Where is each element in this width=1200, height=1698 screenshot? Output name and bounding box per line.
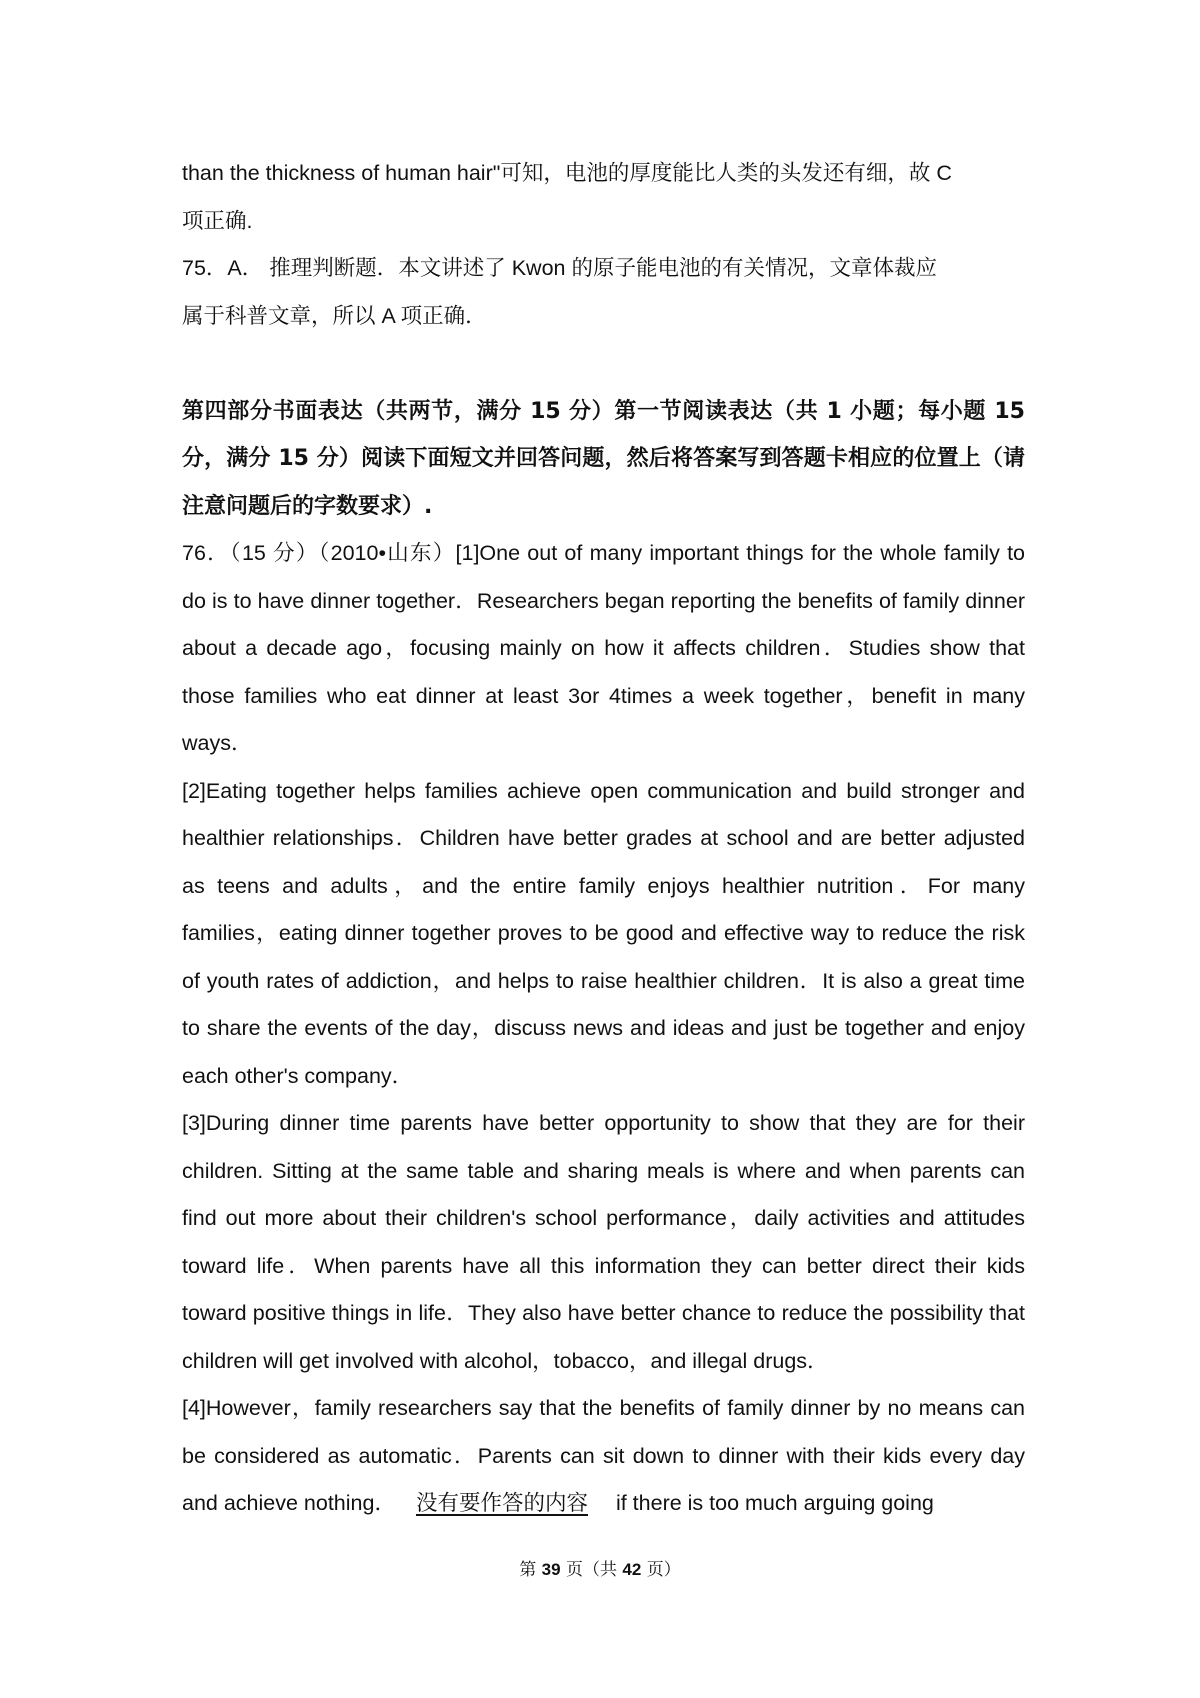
q76-paragraph-4: [182, 1385, 1025, 1528]
section-gap: [182, 340, 1025, 388]
q75-line-2: 属于科普文章，所以 A 项正确．: [182, 303, 487, 328]
section-4-heading: 第四部分书面表达（共两节，满分 15 分）第一节阅读表达（共 1 小题；每小题 15 分，满分 15 分）阅读下面短文并回答问题，然后将答案写到答题卡相应的位置上（请注意问题后的字数要求）.: [182, 398, 1025, 519]
footer-total-pages: 42: [622, 1560, 642, 1579]
q76-paragraph-2: [2]Eating together helps families achieve open communication and build stronger and healthier relationships．Children have better grades at school and are better adjusted as teens and adults，and the entire family enjoys healthier nutrition．For many families，eating dinner together proves to be good and effective way to reduce the risk of youth rates of addiction，and helps to raise healthier children．It is also a great time to share the events of the day，discuss news and ideas and just be together and enjoy each other's company．: [182, 778, 1025, 1088]
q75-line-1: 75．A． 推理判断题．本文讲述了 Kwon 的原子能电池的有关情况，文章体裁应: [182, 256, 937, 280]
document-body: [182, 150, 1025, 1528]
q74-line-2: 项正确.: [182, 208, 253, 233]
footer-page-number: 39: [541, 1560, 561, 1579]
footer-middle: 页（共: [566, 1560, 617, 1580]
q76-p4-before: [4]However，family researchers say that the benefits of family dinner by no means can be considered as automatic．Parents can sit down to dinner with their kids every day and achieve nothing．: [182, 1396, 1025, 1515]
q76-p1-text: [1]One out of many important things for the whole family to do is to have dinner together．Researchers began reporting the benefits of family dinner about a decade ago，focusing mainly on how it affects children．Studies show that those families who eat dinner at least 3or 4times a week together，benefit in many ways．: [182, 541, 1025, 755]
q76-paragraph-3: [3]During dinner time parents have better opportunity to show that they are for their children. Sitting at the same table and sharing meals is where and when parents can find out more about their children's school performance，daily activities and attitudes toward life．When parents have all this information they can better direct their kids toward positive things in life．They also have better chance to reduce the possibility that children will get involved with alcohol，tobacco，and illegal drugs．: [182, 1111, 1025, 1373]
footer-suffix: 页）: [646, 1560, 681, 1580]
q76-intro: 76．（15 分）（2010•山东）: [182, 541, 456, 565]
q76-p4-after: if there is too much arguing going: [609, 1491, 934, 1515]
q74-explanation-continuation: [182, 150, 1025, 245]
q76-paragraph-1: [182, 530, 1025, 768]
answer-blank: 没有要作答的内容: [415, 1491, 588, 1516]
page-footer: [0, 1555, 1200, 1580]
q75-answer: [182, 245, 1025, 340]
footer-prefix: 第: [519, 1560, 537, 1580]
q74-line-1: than the thickness of human hair"可知，电池的厚度能比人类的头发还有细，故 C: [182, 161, 952, 185]
